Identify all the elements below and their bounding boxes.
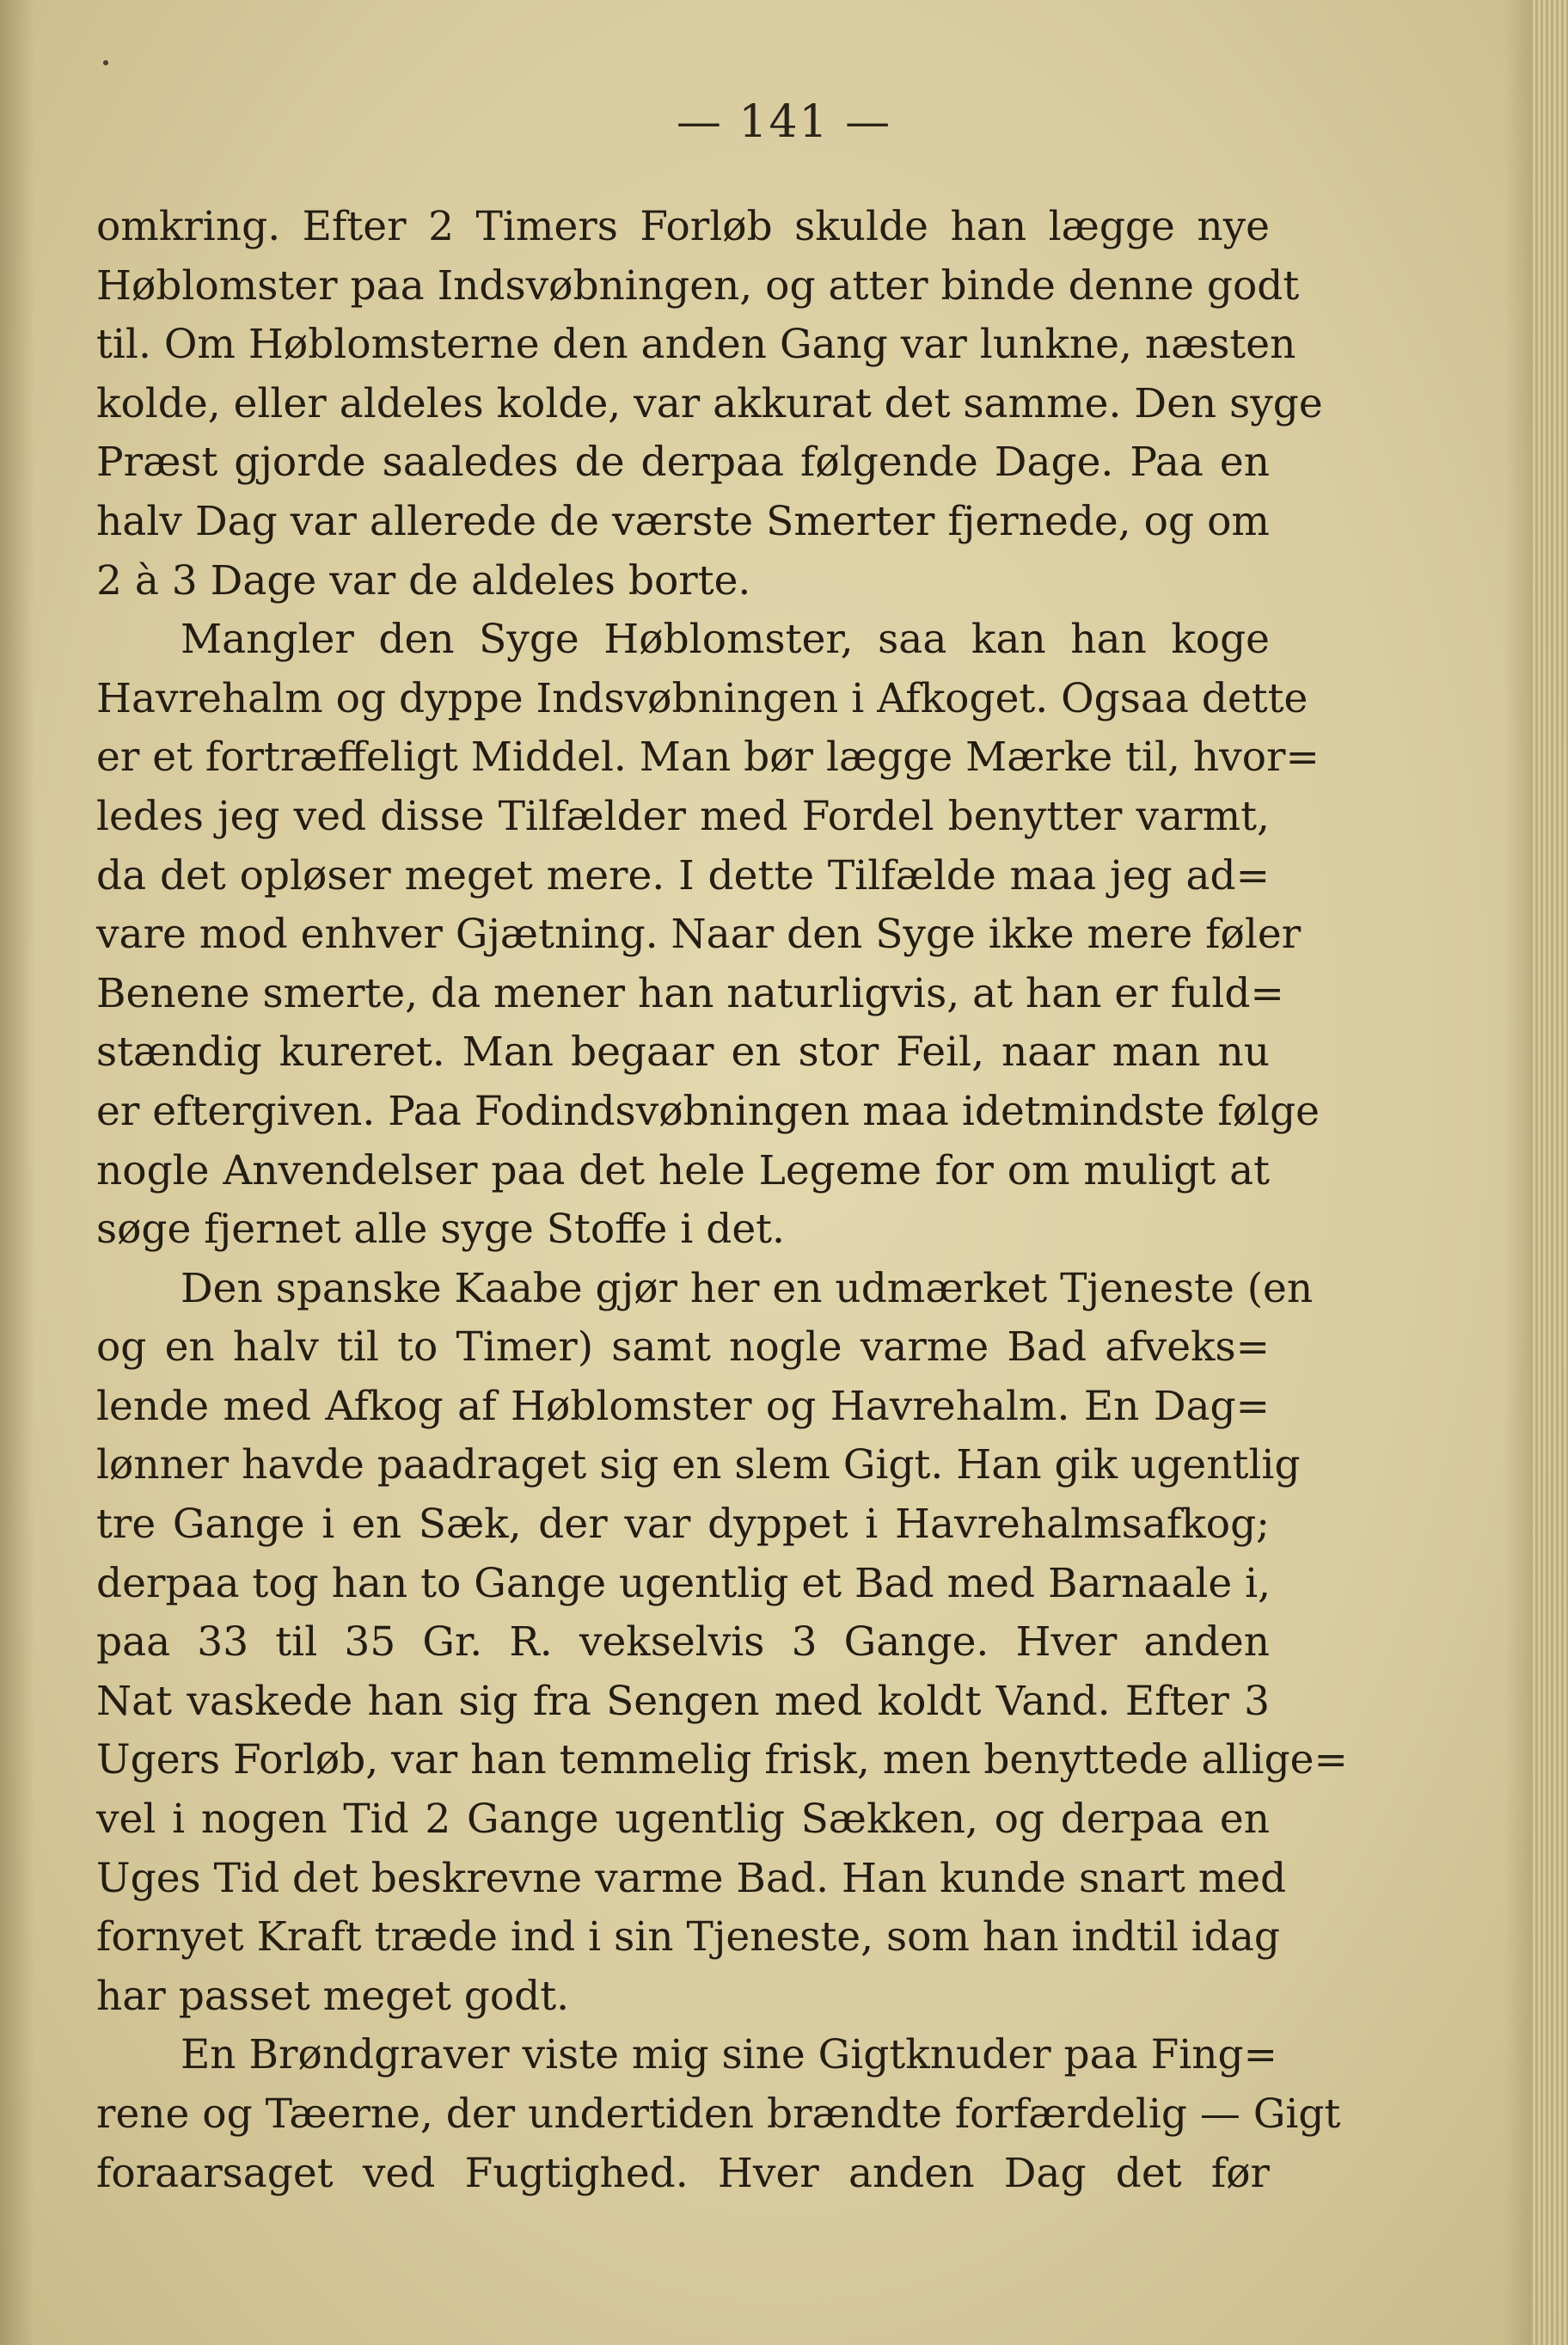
text-line: og en halv til to Timer) samt nogle varme Bad afveks=	[96, 1323, 1270, 1372]
text-line: lende med Afkog af Høblomster og Havrehalm. En Dag=	[96, 1382, 1270, 1430]
text-line: derpaa tog han to Gange ugentlig et Bad med Barnaale i,	[96, 1559, 1271, 1607]
text-line: tre Gange i en Sæk, der var dyppet i Havrehalmsafkog;	[96, 1501, 1270, 1549]
text-line: Præst gjorde saaledes de derpaa følgende Dage. Paa en	[96, 439, 1270, 487]
ink-speck	[103, 60, 108, 65]
text-line: fornyet Kraft træde ind i sin Tjeneste, som han indtil idag	[96, 1913, 1280, 1961]
text-line: har passet meget godt.	[96, 1972, 570, 2020]
text-line: søge fjernet alle syge Stoffe i det.	[96, 1206, 785, 1254]
text-line: rene og Tæerne, der undertiden brændte forfærdelig — Gigt	[96, 2090, 1341, 2138]
text-line: til. Om Høblomsterne den anden Gang var lunkne, næsten	[96, 321, 1296, 369]
binding-shadow	[0, 0, 34, 2345]
text-line: foraarsaget ved Fugtighed. Hver anden Dag det før	[96, 2149, 1270, 2197]
text-line: vel i nogen Tid 2 Gange ugentlig Sækken, og derpaa en	[96, 1796, 1270, 1844]
page-number: — 141 —	[676, 96, 892, 148]
text-line: kolde, eller aldeles kolde, var akkurat det samme. Den syge	[96, 379, 1323, 427]
text-line: ledes jeg ved disse Tilfælder med Fordel benytter varmt,	[96, 792, 1270, 840]
text-line: da det opløser meget mere. I dette Tilfælde maa jeg ad=	[96, 851, 1270, 899]
text-line: Nat vaskede han sig fra Sengen med koldt Vand. Efter 3	[96, 1677, 1270, 1725]
page-stack-edge	[1530, 0, 1568, 2345]
text-line: Benene smerte, da mener han naturligvis, at han er fuld=	[96, 969, 1284, 1017]
text-line: Havrehalm og dyppe Indsvøbningen i Afkoget. Ogsaa dette	[96, 674, 1308, 722]
text-line: halv Dag var allerede de værste Smerter fjernede, og om	[96, 497, 1270, 545]
text-line: 2 à 3 Dage var de aldeles borte.	[96, 556, 751, 605]
text-line: er eftergiven. Paa Fodindsvøbningen maa idetmindste følge	[96, 1087, 1320, 1135]
text-line: lønner havde paadraget sig en slem Gigt. Han gik ugentlig	[96, 1441, 1301, 1489]
page-edge-shadow	[1504, 0, 1530, 2345]
text-line: En Brøndgraver viste mig sine Gigtknuder paa Fing=	[181, 2031, 1277, 2079]
text-line: Uges Tid det beskrevne varme Bad. Han kunde snart med	[96, 1854, 1287, 1902]
text-line: omkring. Efter 2 Timers Forløb skulde han lægge nye	[96, 203, 1270, 250]
text-line: Mangler den Syge Høblomster, saa kan han koge	[181, 616, 1270, 664]
text-line: paa 33 til 35 Gr. R. vekselvis 3 Gange. Hver anden	[96, 1618, 1270, 1667]
text-line: Høblomster paa Indsvøbningen, og atter binde denne godt	[96, 261, 1300, 310]
text-line: er et fortræffeligt Middel. Man bør lægge Mærke til, hvor=	[96, 734, 1320, 782]
text-line: vare mod enhver Gjætning. Naar den Syge ikke mere føler	[96, 911, 1302, 959]
text-line: stændig kureret. Man begaar en stor Feil, naar man nu	[96, 1028, 1270, 1077]
text-line: Den spanske Kaabe gjør her en udmærket Tjeneste (en	[181, 1264, 1314, 1312]
body-text	[96, 198, 1348, 2203]
text-line: nogle Anvendelser paa det hele Legeme for om muligt at	[96, 1146, 1270, 1194]
text-line: Ugers Forløb, var han temmelig frisk, men benyttede allige=	[96, 1736, 1348, 1784]
